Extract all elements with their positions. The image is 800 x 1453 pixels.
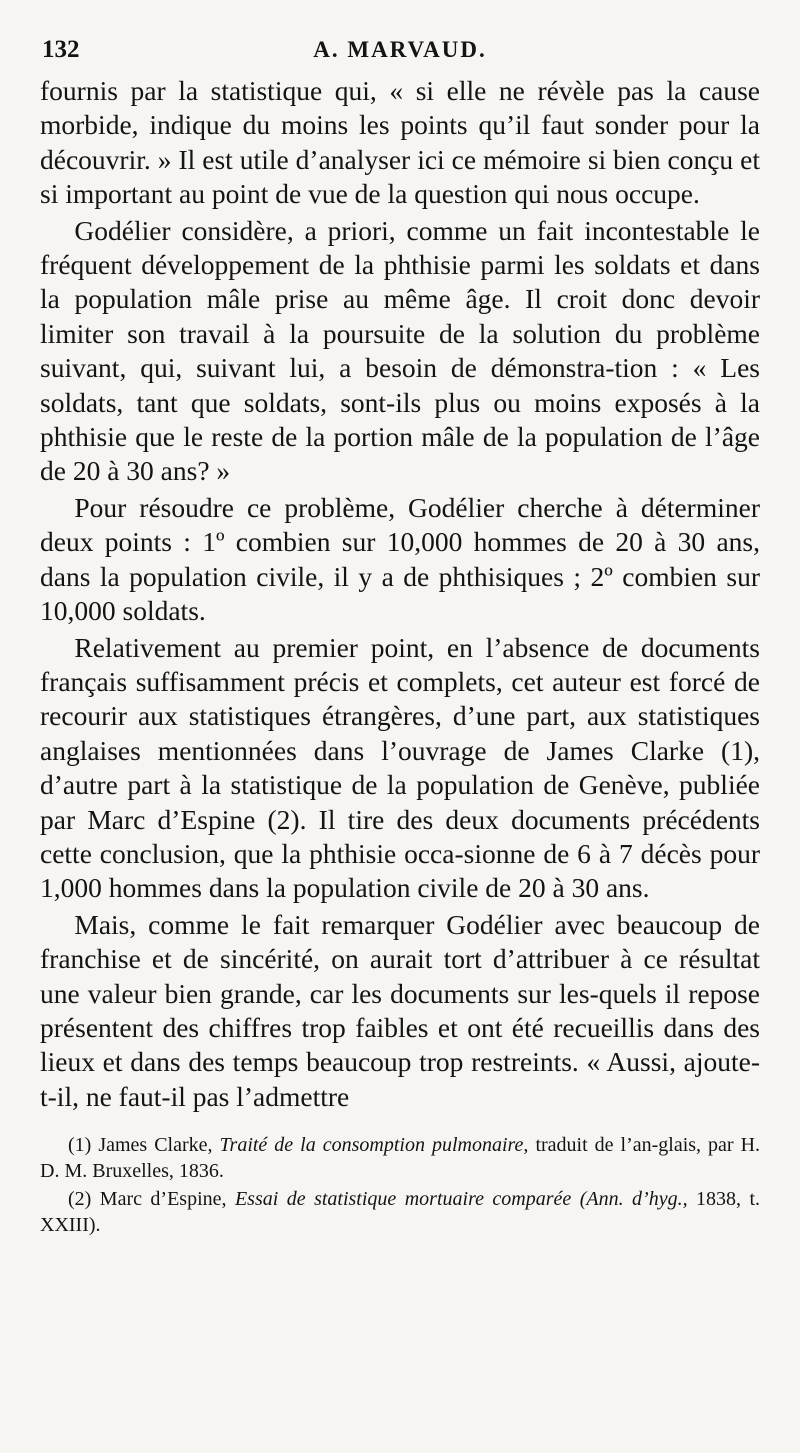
paragraph-4: Relativement au premier point, en l’absence de documents français suffisamment précis et complets, cet auteur est forcé de recourir aux statistiques étrangères, d’une part, aux statistiques anglaises mentionnées dans l’ouvrage de James Clarke (1), d’autre part à la statistique de la population de Genève, publiée par Marc d’Espine (2). Il tire des deux documents précédents cette conclusion, que la phthisie occa-sionne de 6 à 7 décès pour 1,000 hommes dans la population civile de 20 à 30 ans. (40, 631, 760, 904)
footnote-author: Marc d’Espine, (99, 1188, 227, 1211)
footnote-title: Essai de statistique mortuaire comparée (Ann. d’hyg., (234, 1188, 688, 1211)
paragraph-5: Mais, comme le fait remarquer Godélier avec beaucoup de franchise et de sincérité, on aurait tort d’attribuer à ce résultat une valeur bien grande, car les documents sur les-quels il repose présentent des chiffres trop faibles et ont été recueillis dans des lieux et dans des temps beaucoup trop restreints. « Aussi, ajoute-t-il, ne faut-il pas l’admettre (40, 908, 760, 1112)
footnote-title: Traité de la consomption pulmonaire, (219, 1134, 529, 1157)
paragraph-2: Godélier considère, a priori, comme un fait incontestable le fréquent développement de la phthisie parmi les soldats et dans la population mâle prise au même âge. Il croit donc devoir limiter son travail à la poursuite de la solution du problème suivant, qui, suivant lui, a besoin de démonstra-tion : « Les soldats, tant que soldats, sont-ils plus ou moins exposés à la phthisie que le reste de la portion mâle de la population de l’âge de 20 à 30 ans? » (40, 214, 760, 487)
body-text (40, 74, 760, 1114)
footnote-author: James Clarke, (98, 1134, 213, 1157)
footnote-details: 1838, t. XXIII). (40, 1188, 761, 1237)
paragraph-3: Pour résoudre ce problème, Godélier cherche à déterminer deux points : 1º combien sur 10,000 hommes de 20 à 30 ans, dans la population civile, il y a de phthisiques ; 2º combien sur 10,000 soldats. (40, 491, 760, 627)
footnote-details: traduit de l’an-glais, par H. D. M. Bruxelles, 1836. (40, 1134, 761, 1183)
running-head (40, 30, 760, 74)
footnote-2 (40, 1186, 760, 1238)
footnotes (40, 1132, 760, 1238)
page-number: 132 (42, 36, 80, 63)
footnote-marker: (1) (68, 1134, 92, 1157)
paragraph-1: fournis par la statistique qui, « si elle ne révèle pas la cause morbide, indique du moins les points qu’il faut sonder pour la découvrir. » Il est utile d’analyser ici ce mémoire si bien conçu et si important au point de vue de la question qui nous occupe. (40, 75, 760, 210)
running-title: A. MARVAUD. (313, 37, 487, 62)
footnote-marker: (2) (68, 1188, 92, 1211)
footnote-1 (40, 1132, 760, 1184)
